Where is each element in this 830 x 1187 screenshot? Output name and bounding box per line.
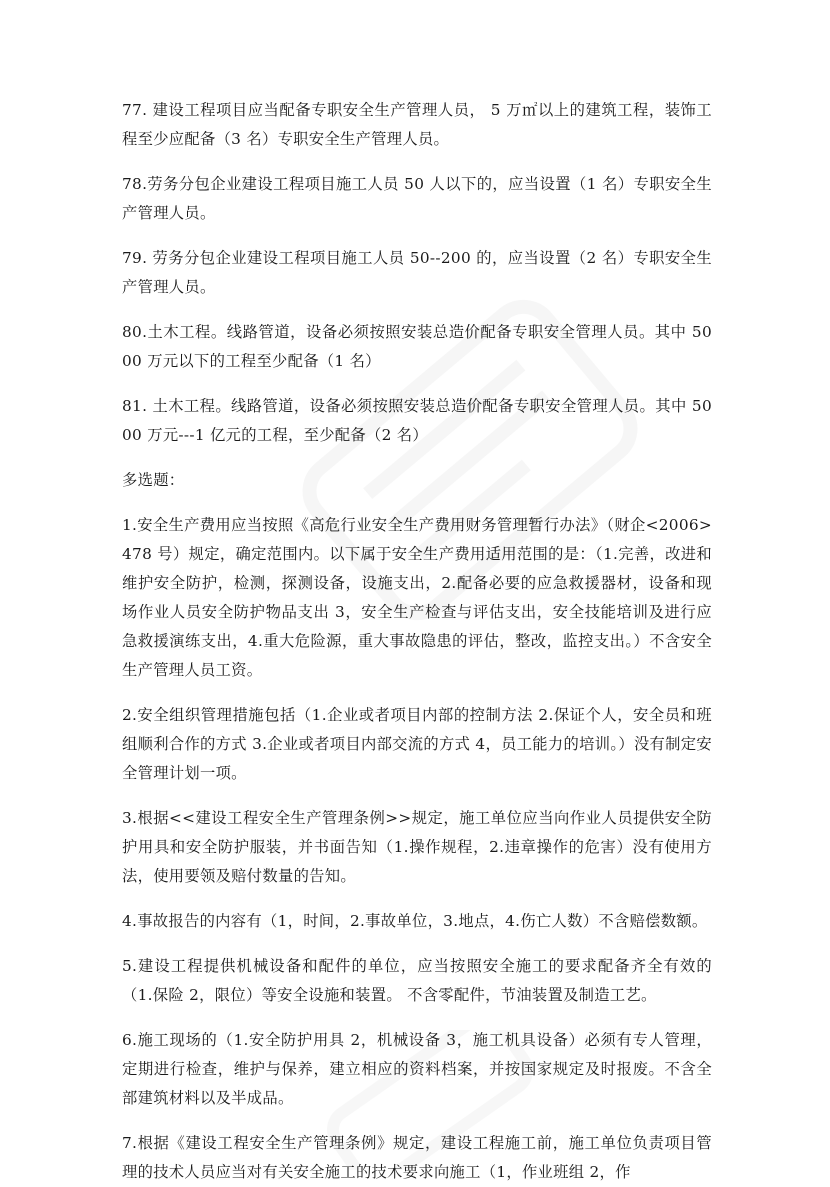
question-79: 79. 劳务分包企业建设工程项目施工人员 50--200 的，应当设置（2 名）专职安全生产管理人员。 xyxy=(122,249,712,296)
multi-question-2: 2.安全组织管理措施包括（1.企业或者项目内部的控制方法 2.保证个人，安全员和班组顺利合作的方式 3.企业或者项目内部交流的方式 4，员工能力的培训。）没有制定安全管理计划一项。 xyxy=(122,706,712,782)
multi-question-7: 7.根据《建设工程安全生产管理条例》规定，建设工程施工前，施工单位负责项目管理的技术人员应当对有关安全施工的技术要求向施工（1，作业班组 2，作 xyxy=(122,1134,712,1181)
question-81: 81. 土木工程。线路管道，设备必须按照安装总造价配备专职安全管理人员。其中 5000 万元---1 亿元的工程，至少配备（2 名） xyxy=(122,397,712,444)
question-78: 78.劳务分包企业建设工程项目施工人员 50 人以下的，应当设置（1 名）专职安全生产管理人员。 xyxy=(122,175,712,222)
section-heading-multiple-choice: 多选题： xyxy=(122,471,185,489)
document-body xyxy=(122,96,712,1187)
multi-question-1: 1.安全生产费用应当按照《高危行业安全生产费用财务管理暂行办法》（财企<2006>478 号）规定，确定范围内。以下属于安全生产费用适用范围的是：（1.完善，改进和维护安全防护，检测，探测设备，设施支出，2.配备必要的应急救援器材，设备和现场作业人员安全防护物品支出 3，安全生产检查与评估支出，安全技能培训及进行应急救援演练支出，4.重大危险源，重大事故隐患的评估，整改，监控支出。）不含安全生产管理人员工资。 xyxy=(122,516,712,679)
question-80: 80.土木工程。线路管道，设备必须按照安装总造价配备专职安全管理人员。其中 5000 万元以下的工程至少配备（1 名） xyxy=(122,323,712,370)
multi-question-6: 6.施工现场的（1.安全防护用具 2，机械设备 3，施工机具设备）必须有专人管理，定期进行检查，维护与保养，建立相应的资料档案，并按国家规定及时报废。不含全部建筑材料以及半成品。 xyxy=(122,1031,712,1107)
multi-question-4: 4.事故报告的内容有（1，时间，2.事故单位，3.地点，4.伤亡人数）不含赔偿数额。 xyxy=(122,912,708,930)
multi-question-3: 3.根据<<建设工程安全生产管理条例>>规定，施工单位应当向作业人员提供安全防护用具和安全防护服装，并书面告知（1.操作规程，2.违章操作的危害）没有使用方法，使用要领及赔付数量的告知。 xyxy=(122,809,712,885)
question-77: 77. 建设工程项目应当配备专职安全生产管理人员， 5 万㎡以上的建筑工程，装饰工程至少应配备（3 名）专职安全生产管理人员。 xyxy=(122,101,712,148)
multi-question-5: 5.建设工程提供机械设备和配件的单位，应当按照安全施工的要求配备齐全有效的（1.保险 2，限位）等安全设施和装置。 不含零配件，节油装置及制造工艺。 xyxy=(122,957,712,1004)
